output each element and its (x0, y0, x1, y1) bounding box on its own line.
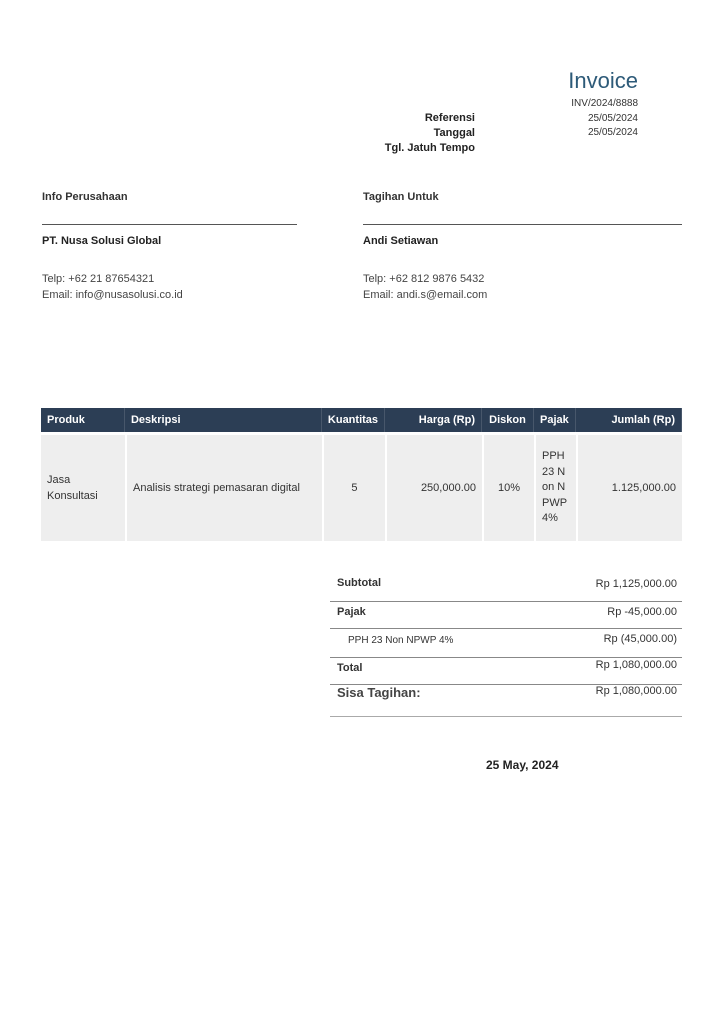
due-date-label: Tgl. Jatuh Tempo (384, 142, 475, 154)
summary-block (330, 568, 682, 717)
invoice-due-date: 25/05/2024 (587, 127, 638, 138)
date-label: Tanggal (433, 127, 475, 139)
col-header-description: Deskripsi (125, 408, 322, 432)
col-header-product: Produk (41, 408, 125, 432)
tax-detail-label: PPH 23 Non NPWP 4% (348, 635, 454, 646)
summary-tax-detail-row (330, 629, 682, 658)
subtotal-value: Rp 1,125,000.00 (595, 578, 677, 590)
balance-value: Rp 1,080,000.00 (595, 685, 677, 697)
cell-qty: 5 (322, 432, 385, 541)
summary-subtotal-row (330, 568, 682, 602)
invoice-title: Invoice (568, 68, 638, 93)
company-section-label: Info Perusahaan (42, 191, 128, 203)
col-header-amount: Jumlah (Rp) (576, 408, 682, 432)
invoice-meta-labels (300, 111, 475, 156)
table-row (41, 432, 682, 541)
invoice-date: 25/05/2024 (587, 112, 638, 124)
cell-price: 250,000.00 (385, 432, 482, 541)
col-header-tax: Pajak (534, 408, 576, 432)
items-table (41, 408, 682, 541)
subtotal-label: Subtotal (337, 577, 381, 589)
total-value: Rp 1,080,000.00 (595, 659, 677, 671)
billto-email: Email: andi.s@email.com (363, 289, 488, 301)
company-phone: Telp: +62 21 87654321 (42, 273, 155, 285)
billto-contact (363, 271, 487, 303)
tax-label: Pajak (337, 606, 366, 618)
company-contact (42, 271, 183, 303)
invoice-number: INV/2024/8888 (571, 98, 638, 109)
reference-label: Referensi (424, 112, 475, 124)
col-header-price: Harga (Rp) (385, 408, 482, 432)
table-header-row (41, 408, 682, 432)
billto-section-label: Tagihan Untuk (363, 191, 439, 203)
tax-detail-value: Rp (45,000.00) (603, 633, 677, 645)
billto-phone: Telp: +62 812 9876 5432 (363, 273, 485, 285)
balance-label: Sisa Tagihan: (337, 685, 421, 700)
summary-total-row (330, 658, 682, 685)
summary-balance-row (330, 685, 682, 717)
tax-value: Rp -45,000.00 (607, 606, 677, 618)
cell-product: Jasa Konsultasi (41, 432, 125, 541)
summary-tax-row (330, 602, 682, 629)
company-name: PT. Nusa Solusi Global (42, 235, 162, 247)
col-header-discount: Diskon (482, 408, 534, 432)
company-email: Email: info@nusasolusi.co.id (42, 289, 183, 301)
total-label: Total (337, 662, 363, 674)
company-divider (42, 224, 297, 225)
billto-name: Andi Setiawan (363, 235, 439, 247)
col-header-qty: Kuantitas (322, 408, 385, 432)
cell-discount: 10% (482, 432, 534, 541)
cell-amount: 1.125,000.00 (576, 432, 682, 541)
billto-divider (363, 224, 682, 225)
cell-description: Analisis strategi pemasaran digital (125, 432, 322, 541)
cell-tax: PPH 23 Non NPWP 4% (534, 432, 576, 541)
footer-date: 25 May, 2024 (486, 758, 559, 772)
invoice-meta-values (520, 97, 638, 141)
